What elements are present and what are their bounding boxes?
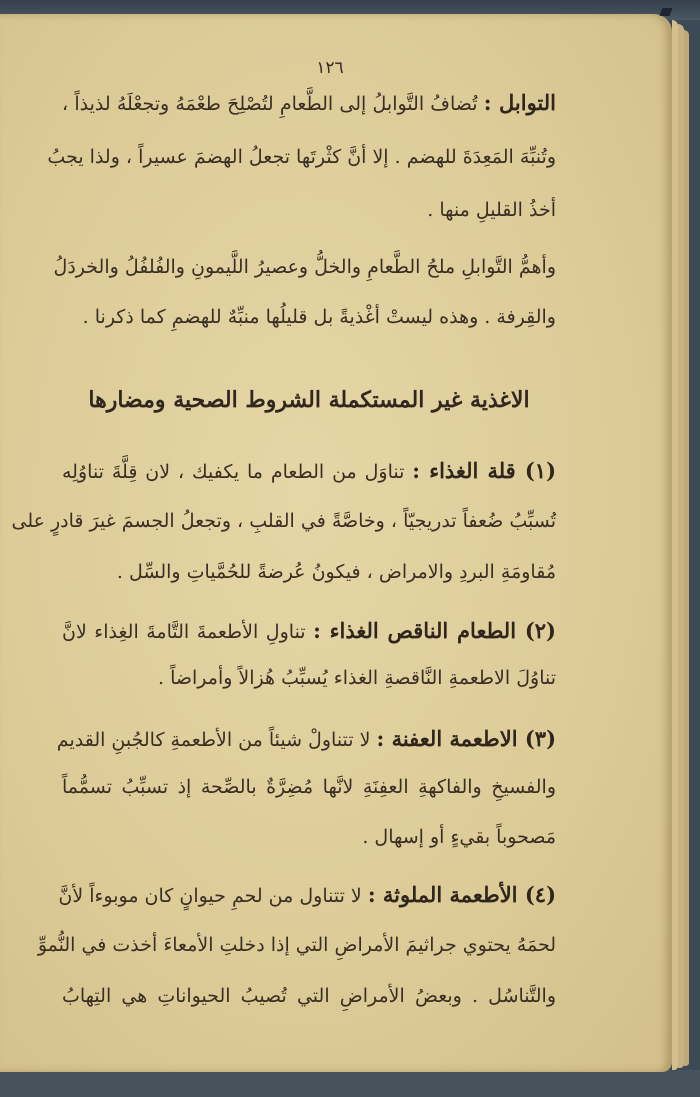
item-lead: (٣) الاطعمة العفنة : bbox=[376, 726, 556, 751]
text-line: تُسبِّبُ ضُعفاً تدريجيّاً ، وخاصَّةً في القلبِ ، وتجعلُ الجسمَ غيرَ قادرٍ على bbox=[11, 510, 556, 532]
paragraph-lead: التوابل : bbox=[483, 90, 556, 115]
background-bottom bbox=[0, 1070, 700, 1097]
page-edge bbox=[684, 30, 689, 1066]
text-line: تناوُلَ الاطعمةِ النَّاقصةِ الغذاء يُسبِّبُ هُزالاً وأمراضاً . bbox=[158, 667, 556, 689]
text-line: مَصحوباً بقيءٍ أو إسهال . bbox=[362, 826, 556, 848]
item-lead: (٢) الطعام الناقص الغذاء : bbox=[313, 618, 556, 643]
item-text: تناوَل من الطعام ما يكفيك ، لان قِلَّةَ تناوُلِه bbox=[62, 461, 405, 483]
text-line: أخذُ القليلِ منها . bbox=[427, 199, 556, 221]
page-edge bbox=[672, 20, 678, 1070]
page-edge bbox=[678, 24, 684, 1068]
section-heading: الاغذية غير المستكملة الشروط الصحية ومضارها bbox=[88, 387, 530, 413]
text-line bbox=[56, 726, 556, 751]
text-line bbox=[62, 458, 556, 483]
item-lead: (١) قلة الغذاء : bbox=[412, 458, 557, 483]
paragraph-text: تُضافُ التَّوابلُ إلى الطَّعامِ لتُصْلِحَ طعْمَهُ وتجعْلَهُ لذيذاً ، bbox=[62, 93, 478, 115]
text-line bbox=[58, 882, 556, 907]
text-line bbox=[62, 90, 556, 115]
text-line: وأهمُّ التَّوابلِ ملحُ الطَّعامِ والخلُّ وعصيرُ اللَّيمونِ والفُلفُلُ والخردَلُ bbox=[53, 256, 556, 278]
text-line bbox=[62, 618, 556, 643]
text-line: والفسيخِ والفاكهةِ العفِنَةِ لانَّها مُضِرَّةٌ بالصِّحة إذ تسبِّبُ تسمُّماً bbox=[62, 776, 556, 798]
text-line: لحمَهُ يحتوي جراثيمَ الأمراضِ التي إذا دخلتِ الأمعاءَ أخذت في النُّموِّ bbox=[37, 934, 556, 956]
item-text: لا تتناولْ شيئاً من الأطعمةِ كالجُبنِ القديم bbox=[56, 729, 371, 751]
text-line: مُقاومَةِ البردِ والامراض ، فيكونُ عُرضةً للحُمَّياتِ والسِّل . bbox=[116, 561, 556, 583]
item-text: تناولِ الأطعمةَ التَّامةَ الغِذاء لانَّ bbox=[62, 621, 306, 643]
text-line: وتُنبِّهَ المَعِدَةَ للهضم . إلا أنَّ كثْرتَها تجعلُ الهضمَ عسيراً ، ولذا يجبُ bbox=[47, 146, 556, 168]
page-number: ١٢٦ bbox=[316, 58, 344, 78]
book-page bbox=[0, 14, 672, 1072]
item-lead: (٤) الأطعمة الملوثة : bbox=[367, 882, 556, 907]
text-line: والتَّناسُل . وبعضُ الأمراضِ التي تُصيبُ الحيواناتِ هي التِهابُ bbox=[62, 985, 556, 1007]
text-line: والقِرفة . وهذه ليستْ أغْذيةً بل قليلُها منبِّهٌ للهضمِ كما ذكرنا . bbox=[82, 306, 556, 328]
item-text: لا تتناول من لحمِ حيوانٍ كان موبوءاً لأنَّ bbox=[58, 885, 362, 907]
